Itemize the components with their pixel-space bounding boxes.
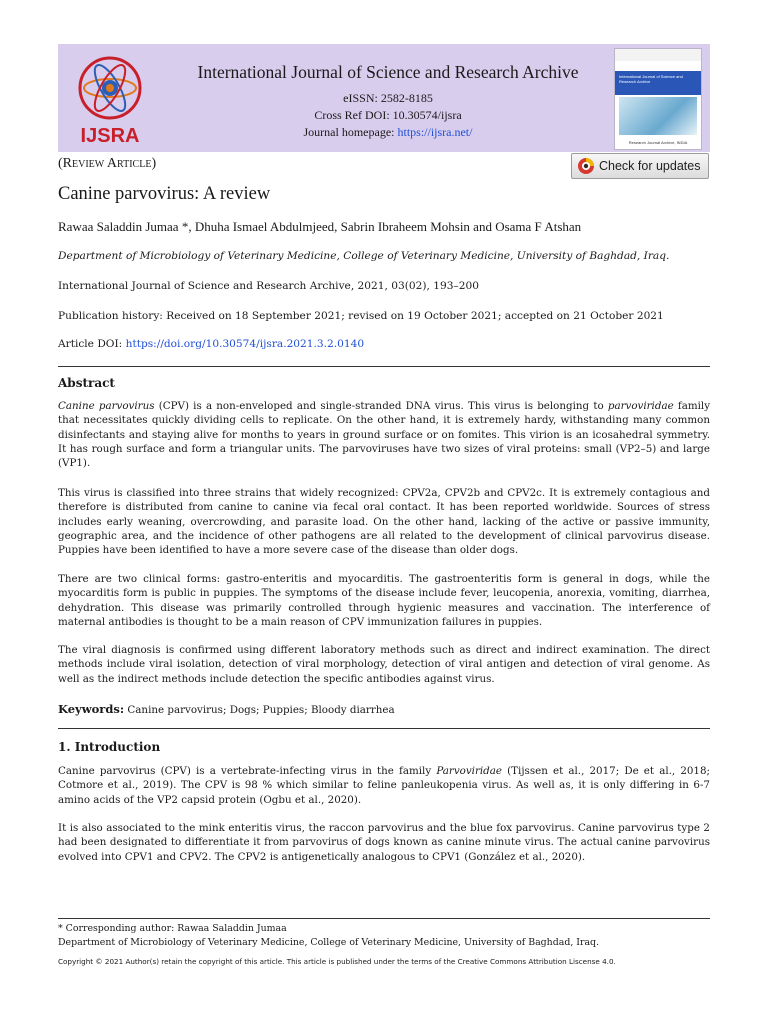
divider (58, 366, 710, 367)
intro-p1-text-b: (Tijssen et al., 2017; De et al., 2018; Cotmore et al., 2019). The CPV is 98 % which similar to feline panleukopenia virus. As well as, it is only differing in 6-7 amino acids of the VP2 capsid protein (Ogbu et al., 2020). (58, 765, 710, 806)
journal-homepage (178, 125, 598, 140)
check-updates-label: Check for updates (599, 159, 701, 173)
cover-title-band (615, 71, 701, 95)
keywords-label: Keywords: (58, 702, 125, 716)
introduction-paragraph-1 (58, 764, 710, 807)
abstract-italic-term: Canine parvovirus (58, 400, 155, 412)
copyright-notice: Copyright © 2021 Author(s) retain the copyright of this article. This article is published under the terms of the Creative Commons Attribution Liscense 4.0. (58, 957, 616, 966)
crossref-doi: Cross Ref DOI: 10.30574/ijsra (314, 108, 462, 122)
cover-top-strip (615, 49, 701, 61)
author-list: Rawaa Saladdin Jumaa *, Dhuha Ismael Abdulmjeed, Sabrin Ibraheem Mohsin and Osama F Atshan (58, 219, 582, 234)
footnote-divider (58, 918, 710, 919)
homepage-link[interactable]: https://ijsra.net/ (397, 125, 473, 139)
abstract-italic-family: parvoviridae (607, 400, 674, 412)
abstract-p1-text-a: (CPV) is a non-enveloped and single-stranded DNA virus. This virus is belonging to (154, 400, 608, 412)
article-doi (58, 338, 364, 350)
citation: International Journal of Science and Research Archive, 2021, 03(02), 193–200 (58, 280, 479, 292)
cover-title: International Journal of Science and Research Archive (619, 74, 683, 84)
journal-banner (58, 44, 710, 152)
abstract-heading: Abstract (58, 376, 115, 390)
intro-italic-family: Parvoviridae (436, 765, 503, 777)
abstract-paragraph-2: This virus is classified into three strains that widely recognized: CPV2a, CPV2b and CPV2c. It is extremely contagious and therefore is distributed from canine to canine via fecal oral contact. It has been reported worldwide. Sources of stress includes early weaning, overcrowding, and parasite load. On the other hand, lacking of the active or passive immunity, geographic area, and the incidence of other pathogens are all related to the development of clinical parvovirus disease. Puppies have been identified to have a more severe case of the disease than older dogs. (58, 487, 710, 557)
doi-label: Article DOI: (58, 338, 126, 350)
cover-image (619, 97, 697, 135)
introduction-paragraph-2: It is also associated to the mink enteritis virus, the raccon parvovirus and the blue fox parvovirus. Canine parvovirus type 2 had been designated to differentiate it from parvovirus of dogs known as canine minute virus. The actual canine parvovirus evolved into CPV1 and CPV2. The CPV2 is antigenetically analogous to CPV1 (González et al., 2020). (58, 822, 710, 863)
check-updates-icon (577, 157, 595, 175)
journal-title: International Journal of Science and Research Archive (197, 62, 579, 82)
ijsra-logo (66, 50, 154, 148)
doi-link[interactable]: https://doi.org/10.30574/ijsra.2021.3.2.0140 (125, 338, 365, 350)
abstract-paragraph-1 (58, 399, 710, 470)
abstract-paragraph-3: There are two clinical forms: gastro-enteritis and myocarditis. The gastroenteritis form is general in dogs, while the myocarditis form is public in puppies. The symptoms of the disease include fever, leucopenia, anorexia, vomiting, diarrhea, dehydration. This disease was primarily controlled through hygienic measures and vaccination. The interference of maternal antibodies is thought to be a main reason of CPV immunization failures in puppies. (58, 573, 710, 628)
check-for-updates-button[interactable] (571, 153, 709, 179)
article-title: Canine parvovirus: A review (58, 184, 271, 204)
logo-text: IJSRA (80, 125, 140, 147)
cover-footer: Research Journal Archive, INDIA (628, 140, 688, 145)
article-type: (Review Article) (58, 156, 157, 171)
corresponding-author: * Corresponding author: Rawaa Saladdin Jumaa (58, 923, 287, 934)
abstract-paragraph-4: The viral diagnosis is confirmed using different laboratory methods such as direct and indirect examination. The direct methods include viral isolation, detection of viral morphology, detection of viral antigen and detection of viral genome. As well as the indirect methods include detection the specific antibodies against virus. (58, 644, 710, 685)
keywords-text: Canine parvovirus; Dogs; Puppies; Bloody diarrhea (124, 704, 395, 716)
homepage-label: Journal homepage: (303, 125, 398, 139)
eissn: eISSN: 2582-8185 (343, 91, 433, 105)
journal-cover-thumbnail (614, 48, 702, 150)
corresponding-department: Department of Microbiology of Veterinary Medicine, College of Veterinary Medicine, University of Baghdad, Iraq. (58, 937, 600, 948)
abstract-p1-text-b: family that necessitates quickly dividing cells to replicate. On the other hand, it is extremely hardy, withstanding many common disinfectants and staying alive for months to years in ground surface or on fomites. This virion is an icosahedral symmetry. It has rough surface and form a triangular units. The parvoviruses have two sizes of viral proteins: small (VP2–5) and large (VP1). (58, 400, 711, 470)
introduction-heading: 1. Introduction (58, 740, 161, 754)
intro-p1-text-a: Canine parvovirus (CPV) is a vertebrate-infecting virus in the family (58, 765, 437, 777)
divider (58, 728, 710, 729)
affiliation: Department of Microbiology of Veterinary Medicine, College of Veterinary Medicine, University of Baghdad, Iraq. (58, 250, 670, 262)
keywords (58, 702, 395, 716)
publication-history: Publication history: Received on 18 September 2021; revised on 19 October 2021; accepted on 21 October 2021 (58, 310, 664, 322)
